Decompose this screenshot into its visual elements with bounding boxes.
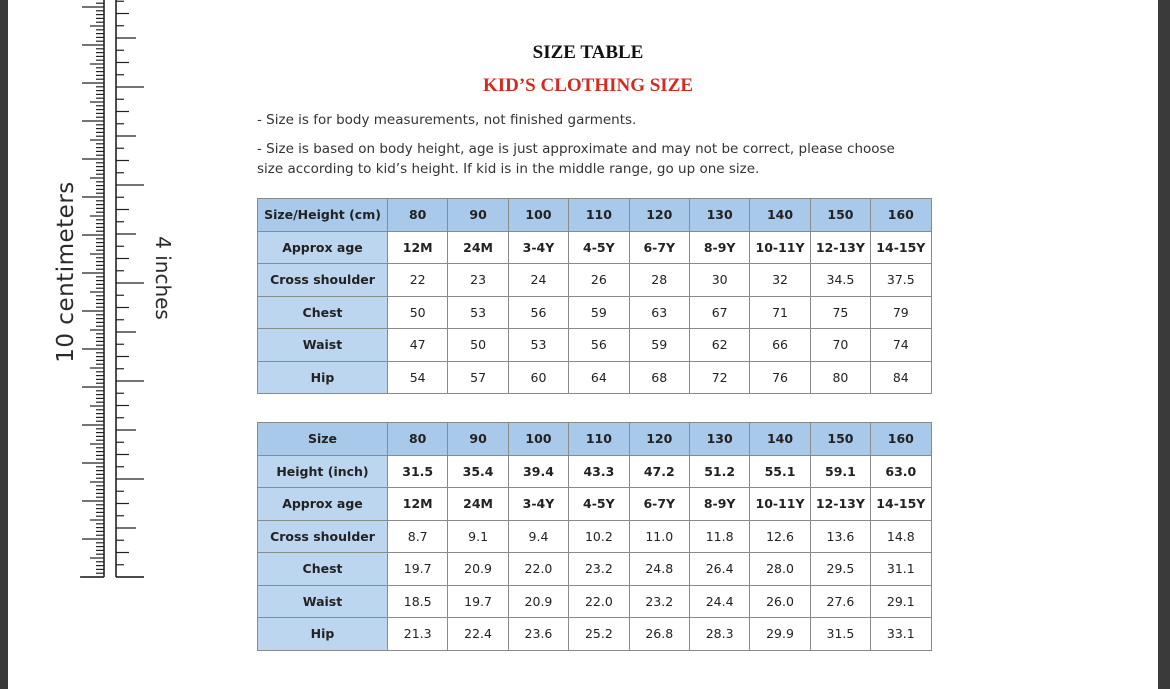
table-cell: 10-11Y bbox=[750, 231, 810, 264]
table-cell: 26 bbox=[569, 264, 629, 297]
table-cell: 28 bbox=[629, 264, 689, 297]
table-cell: 55.1 bbox=[750, 455, 810, 488]
ruler-cm-label: 10 centimeters bbox=[53, 181, 79, 363]
row-header-cell: Hip bbox=[258, 361, 388, 394]
table-cell: 28.0 bbox=[750, 553, 810, 586]
table-cell: 26.4 bbox=[689, 553, 749, 586]
table-cell: 37.5 bbox=[871, 264, 931, 297]
table-cell: 67 bbox=[689, 296, 749, 329]
table-cell: 28.3 bbox=[689, 618, 749, 651]
table-row bbox=[258, 553, 932, 586]
table-cell: 47 bbox=[388, 329, 448, 362]
table-cell: 24.8 bbox=[629, 553, 689, 586]
table-cell: 12.6 bbox=[750, 520, 810, 553]
table-cell: 25.2 bbox=[569, 618, 629, 651]
table-cell: 13.6 bbox=[810, 520, 870, 553]
row-header-cell: Height (inch) bbox=[258, 455, 388, 488]
table-cell: 24M bbox=[448, 488, 508, 521]
table-cell: 30 bbox=[689, 264, 749, 297]
table-cell: 80 bbox=[388, 423, 448, 456]
table-cell: 59 bbox=[629, 329, 689, 362]
table-cell: 140 bbox=[750, 423, 810, 456]
table-cell: 11.8 bbox=[689, 520, 749, 553]
table-row bbox=[258, 455, 932, 488]
table-cell: 22.0 bbox=[569, 585, 629, 618]
row-header-cell: Approx age bbox=[258, 231, 388, 264]
table-cell: 74 bbox=[871, 329, 931, 362]
row-header-cell: Waist bbox=[258, 585, 388, 618]
table-cell: 12-13Y bbox=[810, 231, 870, 264]
table-cell: 160 bbox=[871, 423, 931, 456]
table-cell: 130 bbox=[689, 423, 749, 456]
table-cell: 23 bbox=[448, 264, 508, 297]
table-cell: 24.4 bbox=[689, 585, 749, 618]
table-cell: 12M bbox=[388, 488, 448, 521]
table-cell: 23.6 bbox=[508, 618, 568, 651]
table-cell: 27.6 bbox=[810, 585, 870, 618]
table-cell: 6-7Y bbox=[629, 488, 689, 521]
table-cell: 14-15Y bbox=[871, 488, 931, 521]
table-cell: 23.2 bbox=[569, 553, 629, 586]
table-cell: 66 bbox=[750, 329, 810, 362]
table-cell: 8-9Y bbox=[689, 488, 749, 521]
table-cell: 53 bbox=[508, 329, 568, 362]
table-cell: 80 bbox=[810, 361, 870, 394]
table-cell: 140 bbox=[750, 199, 810, 232]
table-row bbox=[258, 329, 932, 362]
table-cell: 50 bbox=[448, 329, 508, 362]
page-subtitle: KID’S CLOTHING SIZE bbox=[482, 75, 694, 96]
table-row bbox=[258, 585, 932, 618]
table-cell: 150 bbox=[810, 199, 870, 232]
row-header-cell: Cross shoulder bbox=[258, 520, 388, 553]
inch-size-table bbox=[257, 422, 932, 651]
table-cell: 29.9 bbox=[750, 618, 810, 651]
table-row bbox=[258, 488, 932, 521]
table-cell: 53 bbox=[448, 296, 508, 329]
table-cell: 64 bbox=[569, 361, 629, 394]
table-cell: 20.9 bbox=[448, 553, 508, 586]
table-cell: 12M bbox=[388, 231, 448, 264]
table-cell: 22.4 bbox=[448, 618, 508, 651]
table-cell: 31.1 bbox=[871, 553, 931, 586]
table-cell: 63.0 bbox=[871, 455, 931, 488]
table-cell: 10-11Y bbox=[750, 488, 810, 521]
table-cell: 72 bbox=[689, 361, 749, 394]
table-cell: 8.7 bbox=[388, 520, 448, 553]
table-cell: 62 bbox=[689, 329, 749, 362]
table-cell: 8-9Y bbox=[689, 231, 749, 264]
table-cell: 59 bbox=[569, 296, 629, 329]
table-cell: 20.9 bbox=[508, 585, 568, 618]
page-title: SIZE TABLE bbox=[532, 42, 644, 63]
table-cell: 110 bbox=[569, 423, 629, 456]
table-cell: 9.4 bbox=[508, 520, 568, 553]
table-cell: 120 bbox=[629, 199, 689, 232]
table-cell: 35.4 bbox=[448, 455, 508, 488]
table-cell: 29.5 bbox=[810, 553, 870, 586]
table-cell: 150 bbox=[810, 423, 870, 456]
table-cell: 22.0 bbox=[508, 553, 568, 586]
table-cell: 29.1 bbox=[871, 585, 931, 618]
table-cell: 68 bbox=[629, 361, 689, 394]
table-cell: 33.1 bbox=[871, 618, 931, 651]
table-cell: 130 bbox=[689, 199, 749, 232]
table-cell: 26.0 bbox=[750, 585, 810, 618]
table-cell: 50 bbox=[388, 296, 448, 329]
table-cell: 63 bbox=[629, 296, 689, 329]
table-row bbox=[258, 361, 932, 394]
table-cell: 59.1 bbox=[810, 455, 870, 488]
table-cell: 18.5 bbox=[388, 585, 448, 618]
table-cell: 47.2 bbox=[629, 455, 689, 488]
table-cell: 3-4Y bbox=[508, 488, 568, 521]
table-cell: 19.7 bbox=[448, 585, 508, 618]
row-header-cell: Hip bbox=[258, 618, 388, 651]
table-cell: 21.3 bbox=[388, 618, 448, 651]
table-cell: 4-5Y bbox=[569, 231, 629, 264]
table-row bbox=[258, 618, 932, 651]
table-cell: 84 bbox=[871, 361, 931, 394]
table-cell: 23.2 bbox=[629, 585, 689, 618]
row-header-cell: Waist bbox=[258, 329, 388, 362]
table-cell: 10.2 bbox=[569, 520, 629, 553]
table-cell: 75 bbox=[810, 296, 870, 329]
table-cell: 100 bbox=[508, 423, 568, 456]
metric-size-table bbox=[257, 198, 932, 394]
table-cell: 54 bbox=[388, 361, 448, 394]
table-cell: 70 bbox=[810, 329, 870, 362]
row-header-cell: Size/Height (cm) bbox=[258, 199, 388, 232]
table-cell: 31.5 bbox=[388, 455, 448, 488]
table-cell: 160 bbox=[871, 199, 931, 232]
table-cell: 14-15Y bbox=[871, 231, 931, 264]
table-cell: 51.2 bbox=[689, 455, 749, 488]
table-cell: 9.1 bbox=[448, 520, 508, 553]
table-cell: 120 bbox=[629, 423, 689, 456]
table-row bbox=[258, 264, 932, 297]
table-cell: 79 bbox=[871, 296, 931, 329]
table-row bbox=[258, 423, 932, 456]
row-header-cell: Approx age bbox=[258, 488, 388, 521]
ruler-graphic bbox=[8, 0, 175, 689]
table-cell: 90 bbox=[448, 423, 508, 456]
table-cell: 12-13Y bbox=[810, 488, 870, 521]
table-cell: 11.0 bbox=[629, 520, 689, 553]
table-cell: 24 bbox=[508, 264, 568, 297]
table-cell: 56 bbox=[569, 329, 629, 362]
table-cell: 3-4Y bbox=[508, 231, 568, 264]
table-cell: 19.7 bbox=[388, 553, 448, 586]
table-cell: 100 bbox=[508, 199, 568, 232]
row-header-cell: Chest bbox=[258, 553, 388, 586]
table-row bbox=[258, 231, 932, 264]
table-cell: 39.4 bbox=[508, 455, 568, 488]
note-height-based: - Size is based on body height, age is just approximate and may not be correct, please choose size according to kid’s height. If kid is in the middle range, go up one size. bbox=[257, 141, 895, 177]
table-cell: 60 bbox=[508, 361, 568, 394]
table-cell: 57 bbox=[448, 361, 508, 394]
table-row bbox=[258, 296, 932, 329]
table-cell: 4-5Y bbox=[569, 488, 629, 521]
ruler-inch-label: 4 inches bbox=[151, 236, 175, 320]
row-header-cell: Size bbox=[258, 423, 388, 456]
table-cell: 24M bbox=[448, 231, 508, 264]
table-cell: 22 bbox=[388, 264, 448, 297]
table-cell: 26.8 bbox=[629, 618, 689, 651]
table-cell: 6-7Y bbox=[629, 231, 689, 264]
table-cell: 56 bbox=[508, 296, 568, 329]
table-cell: 80 bbox=[388, 199, 448, 232]
size-chart-page bbox=[8, 0, 1158, 689]
table-cell: 32 bbox=[750, 264, 810, 297]
note-measurements: - Size is for body measurements, not finished garments. bbox=[257, 112, 637, 128]
table-cell: 43.3 bbox=[569, 455, 629, 488]
table-cell: 31.5 bbox=[810, 618, 870, 651]
table-row bbox=[258, 199, 932, 232]
size-notes bbox=[257, 110, 897, 188]
table-cell: 76 bbox=[750, 361, 810, 394]
table-cell: 14.8 bbox=[871, 520, 931, 553]
table-cell: 110 bbox=[569, 199, 629, 232]
row-header-cell: Cross shoulder bbox=[258, 264, 388, 297]
row-header-cell: Chest bbox=[258, 296, 388, 329]
table-cell: 71 bbox=[750, 296, 810, 329]
table-cell: 90 bbox=[448, 199, 508, 232]
table-cell: 34.5 bbox=[810, 264, 870, 297]
table-row bbox=[258, 520, 932, 553]
ruler-ticks bbox=[8, 0, 158, 689]
